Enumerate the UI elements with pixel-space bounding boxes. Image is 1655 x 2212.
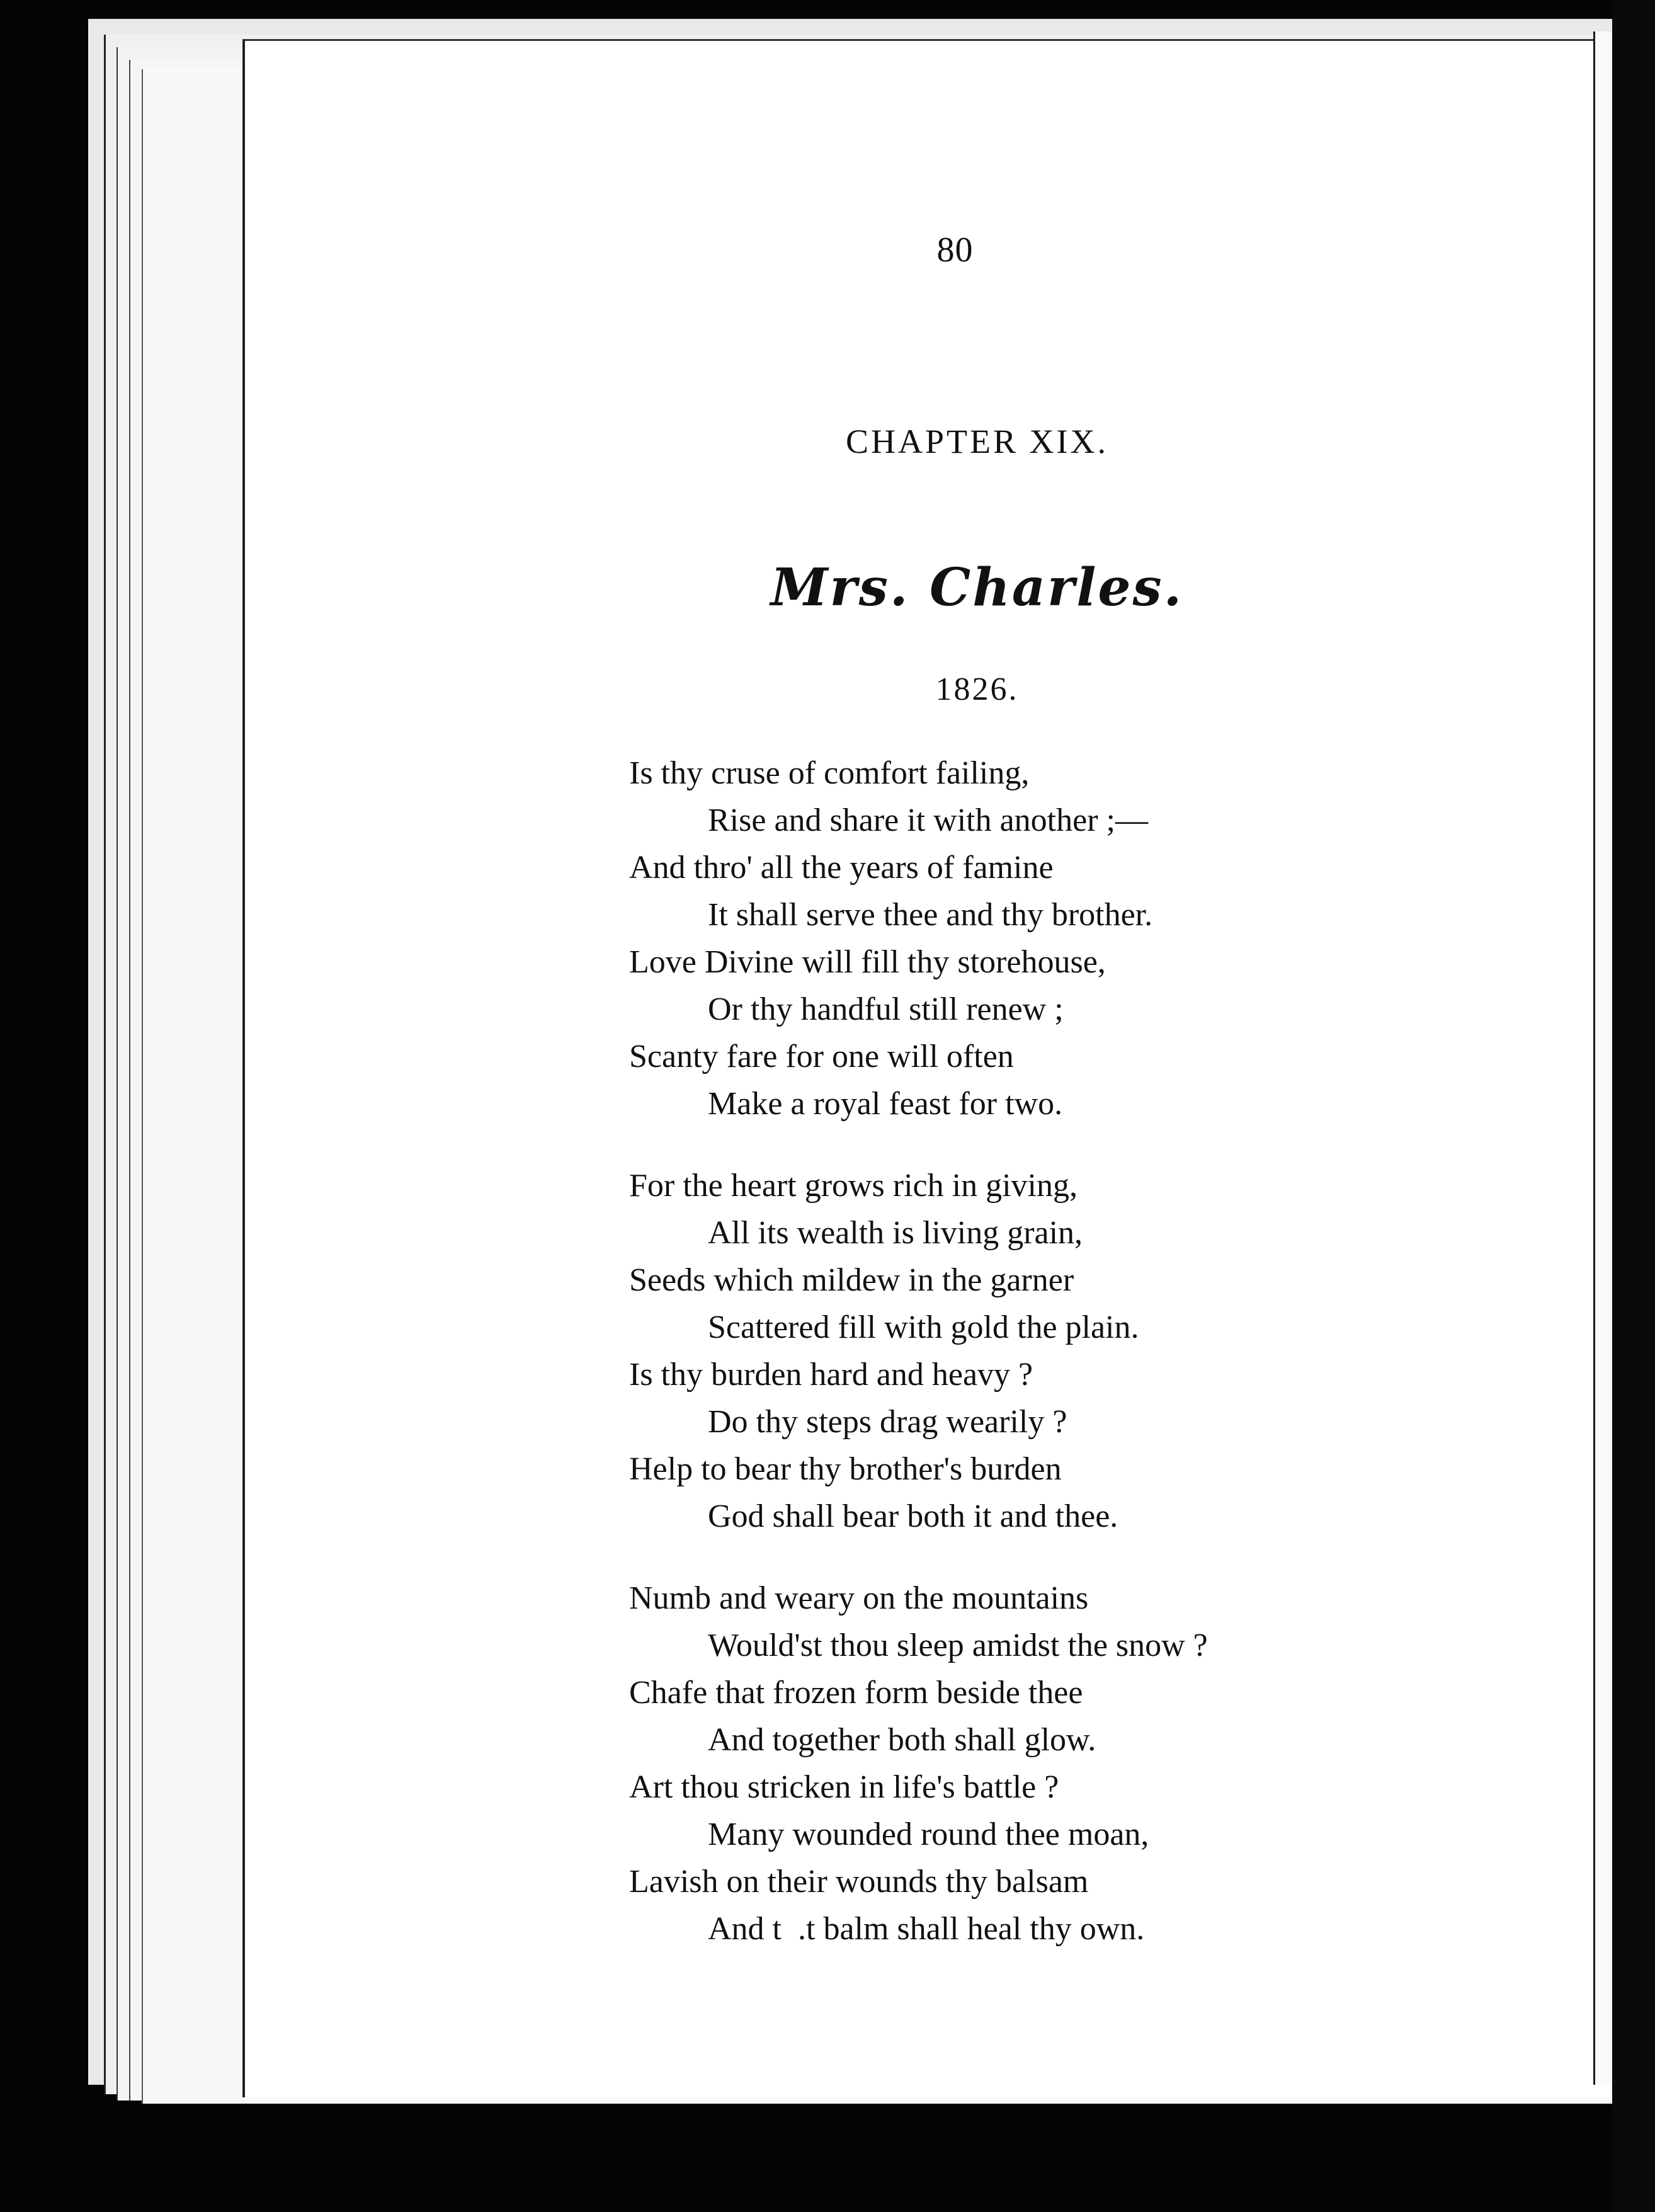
poem-line: For the heart grows rich in giving, <box>629 1168 1078 1204</box>
stanza-gap <box>629 1540 1574 1575</box>
poem-line: It shall serve thee and thy brother. <box>708 897 1153 933</box>
poem-line: Is thy burden hard and heavy ? <box>629 1357 1033 1393</box>
scan-border <box>1612 0 1655 2212</box>
poem-line: Lavish on their wounds thy balsam <box>629 1864 1089 1900</box>
poem-line: Is thy cruse of comfort failing, <box>629 755 1030 791</box>
poem-line: Do thy steps drag wearily ? <box>708 1404 1067 1440</box>
poem-line: God shall bear both it and thee. <box>708 1498 1118 1534</box>
poem-line: Chafe that frozen form beside thee <box>629 1675 1083 1711</box>
poem-line: Seeds which mildew in the garner <box>629 1262 1074 1298</box>
poem-line: Help to bear thy brother's burden <box>629 1451 1062 1487</box>
book-page <box>242 39 1615 2097</box>
page-number: 80 <box>936 231 974 270</box>
chapter-heading: CHAPTER XIX. <box>845 423 1108 460</box>
poem <box>629 750 1574 1953</box>
poem-line: And together both shall glow. <box>708 1722 1096 1758</box>
poem-line: Would'st thou sleep amidst the snow ? <box>708 1628 1208 1663</box>
poem-line: Scanty fare for one will often <box>629 1039 1014 1075</box>
poem-line: Or thy handful still renew ; <box>708 991 1064 1027</box>
stanza <box>629 1162 1574 1540</box>
page-edge-right <box>1593 31 1614 2085</box>
poem-line: And t .t balm shall heal thy own. <box>708 1911 1145 1947</box>
poem-line: Numb and weary on the mountains <box>629 1580 1089 1616</box>
poem-line: Rise and share it with another ;— <box>708 802 1148 838</box>
poem-line: All its wealth is living grain, <box>708 1215 1083 1251</box>
poem-line: Many wounded round thee moan, <box>708 1816 1149 1852</box>
poem-line: Make a royal feast for two. <box>708 1086 1063 1122</box>
poem-line: Love Divine will fill thy storehouse, <box>629 944 1106 980</box>
poem-line: Scattered fill with gold the plain. <box>708 1309 1139 1345</box>
poem-line: And thro' all the years of famine <box>629 850 1054 886</box>
stanza <box>629 750 1574 1127</box>
stanza-gap <box>629 1127 1574 1162</box>
chapter-year: 1826. <box>935 671 1019 707</box>
chapter-title: Mrs. Charles. <box>770 557 1184 618</box>
poem-line: Art thou stricken in life's battle ? <box>629 1769 1059 1805</box>
stanza <box>629 1575 1574 1953</box>
